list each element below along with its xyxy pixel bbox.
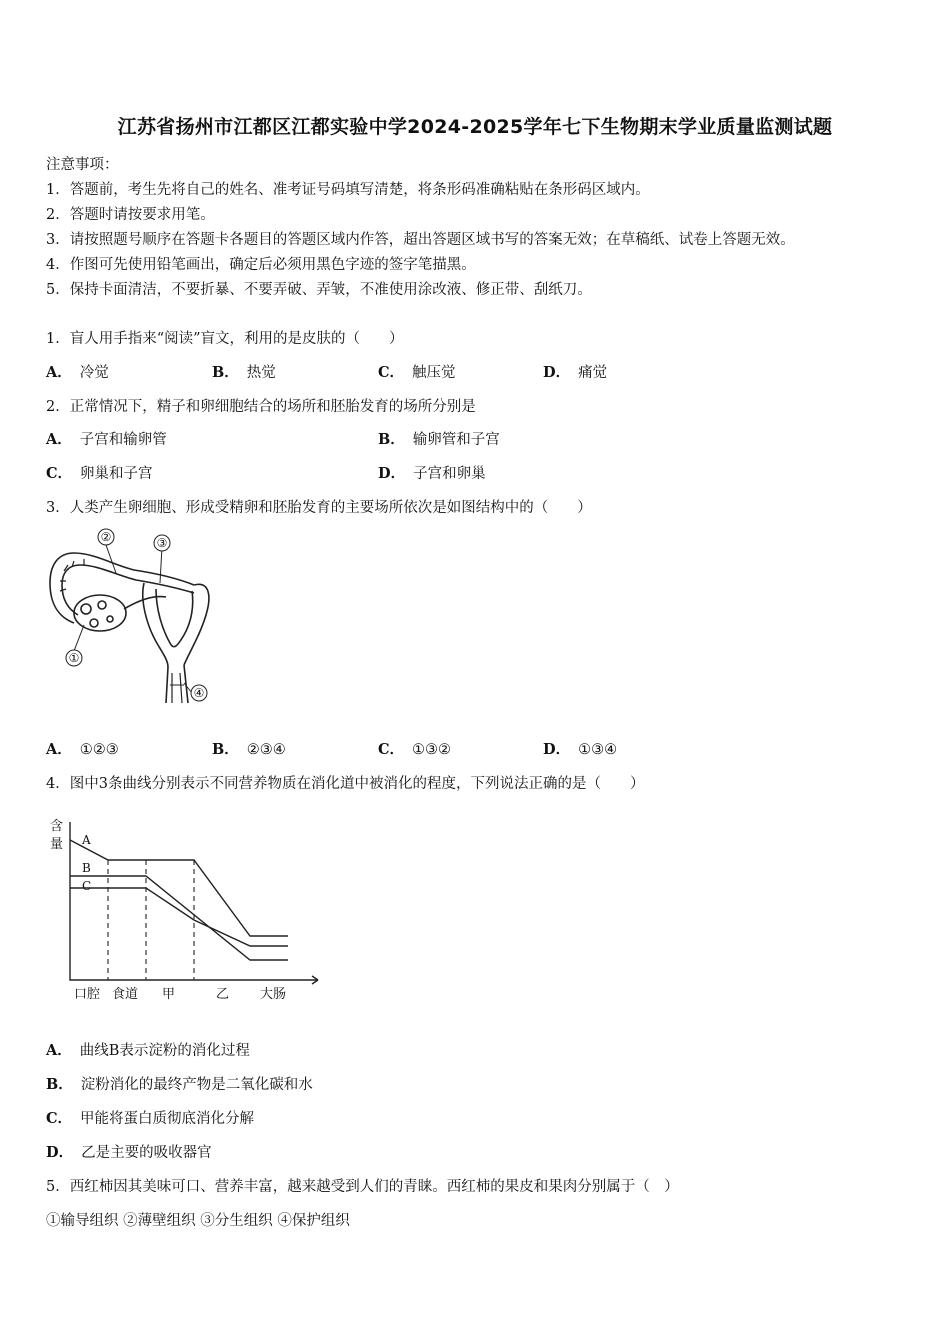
question-5-choices: ①输导组织 ②薄壁组织 ③分生组织 ④保护组织 <box>46 1213 350 1229</box>
q4-option-b[interactable]: B． 淀粉消化的最终产物是二氧化碳和水 <box>46 1076 313 1093</box>
q1-option-c[interactable]: C． 触压觉 <box>378 364 456 381</box>
q3-option-d[interactable]: D． ①③④ <box>543 741 618 758</box>
q2-option-d[interactable]: D． 子宫和卵巢 <box>378 465 486 482</box>
curve-label-a: A <box>82 833 91 847</box>
label-4: ④ <box>193 686 205 700</box>
q2-option-b[interactable]: B． 输卵管和子宫 <box>378 431 500 448</box>
region-dividers <box>108 860 194 980</box>
curve-label-b: B <box>82 861 91 875</box>
notice-item: 3．请按照题号顺序在答题卡各题目的答题区域内作答，超出答题区域书写的答案无效；在草稿纸、试卷上答题无效。 <box>46 232 795 248</box>
label-2: ② <box>100 530 112 544</box>
x-label: 甲 <box>162 987 176 1002</box>
y-label-2: 量 <box>50 837 64 852</box>
x-label: 口腔 <box>74 987 101 1002</box>
x-label: 乙 <box>216 987 230 1002</box>
uterus-diagram <box>44 525 214 705</box>
notice-item: 2．答题时请按要求用笔。 <box>46 207 215 223</box>
curve-c <box>70 888 288 946</box>
q3-option-c[interactable]: C． ①③② <box>378 741 452 758</box>
notice-heading: 注意事项： <box>46 157 119 173</box>
y-label-1: 含 <box>50 819 64 834</box>
x-label: 食道 <box>112 987 139 1002</box>
q3-option-a[interactable]: A． ①②③ <box>46 741 119 758</box>
q4-option-d[interactable]: D． 乙是主要的吸收器官 <box>46 1144 212 1161</box>
question-4-stem: 4．图中3条曲线分别表示不同营养物质在消化道中被消化的程度，下列说法正确的是（ ） <box>46 776 645 792</box>
q4-option-c[interactable]: C． 甲能将蛋白质彻底消化分解 <box>46 1110 255 1127</box>
question-2-stem: 2．正常情况下，精子和卵细胞结合的场所和胚胎发育的场所分别是 <box>46 399 476 415</box>
q2-option-c[interactable]: C． 卵巢和子宫 <box>46 465 153 482</box>
label-1: ① <box>68 651 80 665</box>
uterus-cavity <box>156 589 193 647</box>
curve-label-c: C <box>82 879 92 893</box>
q2-option-a[interactable]: A． 子宫和输卵管 <box>46 431 167 448</box>
question-1-stem: 1．盲人用手指来“阅读”盲文，利用的是皮肤的（ ） <box>46 331 404 347</box>
label-3: ③ <box>156 536 168 550</box>
notice-item: 5．保持卡面清洁，不要折暴、不要弄破、弄皱，不准使用涂改液、修正带、刮纸刀。 <box>46 282 592 298</box>
notice-item: 4．作图可先使用铅笔画出，确定后必须用黑色字迹的签字笔描黑。 <box>46 257 476 273</box>
question-3-stem: 3．人类产生卵细胞、形成受精卵和胚胎发育的主要场所依次是如图结构中的（ ） <box>46 500 592 516</box>
q1-option-b[interactable]: B． 热觉 <box>212 364 276 381</box>
q1-option-a[interactable]: A． 冷觉 <box>46 364 109 381</box>
x-label: 大肠 <box>260 987 287 1002</box>
q3-option-b[interactable]: B． ②③④ <box>212 741 286 758</box>
q4-option-a[interactable]: A． 曲线B表示淀粉的消化过程 <box>46 1042 250 1059</box>
uterus-wall-right <box>184 584 209 665</box>
question-5-stem: 5．西红柿因其美味可口、营养丰富，越来越受到人们的青睐。西红柿的果皮和果肉分别属于（ ） <box>46 1179 679 1195</box>
q1-option-d[interactable]: D． 痛觉 <box>543 364 608 381</box>
digestion-chart <box>44 810 329 1005</box>
page-title: 江苏省扬州市江都区江都实验中学2024-2025学年七下生物期末学业质量监测试题 <box>117 116 833 138</box>
notice-item: 1．答题前，考生先将自己的姓名、准考证号码填写清楚，将条形码准确粘贴在条形码区域内。 <box>46 182 650 198</box>
